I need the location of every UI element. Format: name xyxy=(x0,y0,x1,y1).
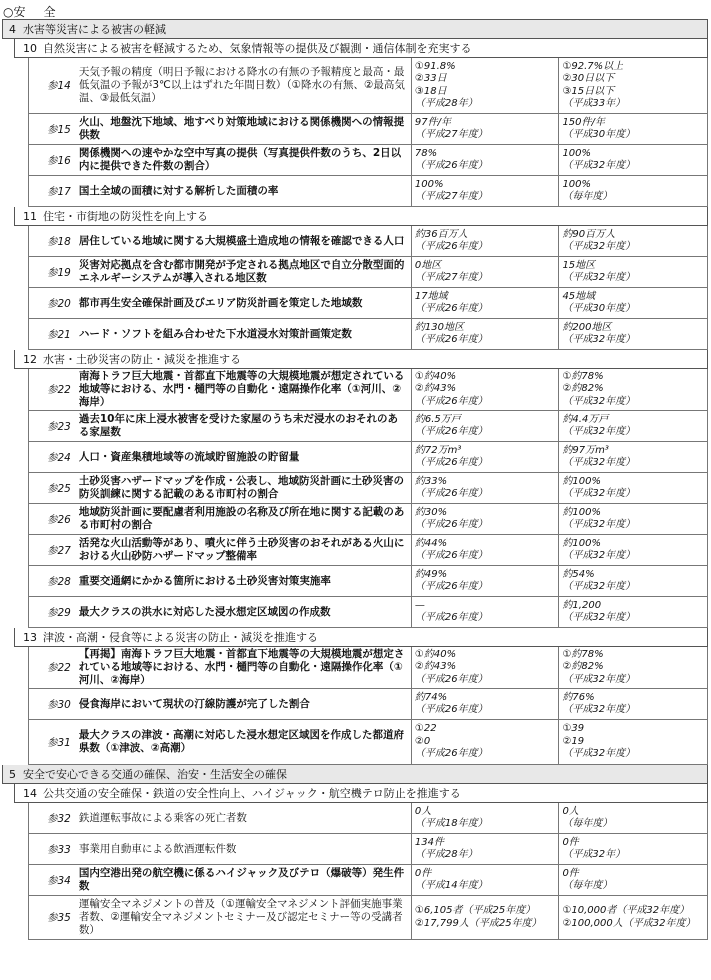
indicator-rows xyxy=(28,647,708,765)
current-value xyxy=(411,114,559,144)
current-value xyxy=(411,288,559,318)
target-value-line: 約100% xyxy=(562,506,602,518)
table-row xyxy=(28,411,708,442)
current-value xyxy=(411,257,559,287)
section-title: 安全で安心できる交通の確保、治安・生活安全の確保 xyxy=(23,768,287,781)
target-heading xyxy=(14,628,708,647)
indicator-description xyxy=(75,176,411,206)
current-value-line: ①22 xyxy=(414,723,437,735)
target-value xyxy=(558,58,707,113)
indicator-description xyxy=(75,566,411,596)
target-value-line: 100% xyxy=(562,147,592,159)
target-value xyxy=(558,288,707,318)
table-row xyxy=(28,58,708,114)
current-value-line: （平成26年度） xyxy=(414,395,488,407)
current-value-line: — xyxy=(414,599,425,611)
target-number: 13 xyxy=(23,631,37,644)
indicator-description-text: 重要交通網にかかる箇所における土砂災害対策実施率 xyxy=(78,574,331,587)
target-heading xyxy=(14,207,708,226)
target-value-line: 約97万m³ xyxy=(562,444,609,456)
target-value-line: 約1,200 xyxy=(562,599,602,611)
target-value-line: （平成32年度） xyxy=(562,272,636,283)
indicator-id: 参25 xyxy=(47,482,71,495)
indicator-id: 参34 xyxy=(47,874,71,887)
indicator-description-text: 都市再生安全確保計画及びエリア防災計画を策定した地域数 xyxy=(78,296,363,309)
target-value-line: ②19 xyxy=(562,735,585,747)
target-value xyxy=(558,689,707,719)
target-value xyxy=(558,114,707,144)
current-value-line: 約49% xyxy=(414,568,448,580)
indicator-description-text: 国土全域の面積に対する解析した面積の率 xyxy=(78,184,279,197)
current-value-line: ①約40% xyxy=(414,648,457,660)
current-value xyxy=(411,597,559,627)
current-value-line: （平成28年） xyxy=(414,98,478,109)
indicator-description xyxy=(75,319,411,349)
target-value-line: 約76% xyxy=(562,691,595,703)
indicator-description-text: 過去10年に床上浸水被害を受けた家屋のうち未だ浸水のおそれのある家屋数 xyxy=(78,413,398,438)
table-row xyxy=(28,597,708,628)
current-value-line: 約72万m³ xyxy=(414,444,462,456)
current-value xyxy=(411,58,559,113)
target-value-line: 約200地区 xyxy=(562,321,612,333)
target-value-line: （毎年度） xyxy=(562,191,613,202)
indicator-rows xyxy=(28,58,708,207)
indicator-id: 参15 xyxy=(47,123,71,136)
current-value-line: （平成26年度） xyxy=(414,303,488,314)
current-value-line: 約44% xyxy=(414,537,448,549)
current-value-line: 0人 xyxy=(414,805,432,817)
target-value-line: （平成32年度） xyxy=(562,426,636,437)
current-value xyxy=(411,411,559,441)
target-number: 10 xyxy=(23,42,37,55)
target-value-line: （平成30年度） xyxy=(562,129,636,140)
current-value-line: （平成26年度） xyxy=(414,488,488,499)
indicator-description-text: 侵食海岸において現状の汀線防護が完了した割合 xyxy=(78,697,310,710)
indicator-rows xyxy=(28,369,708,628)
target-value xyxy=(558,473,707,503)
current-value-line: （平成14年度） xyxy=(414,880,488,891)
indicator-description xyxy=(75,720,411,764)
target-value-line: 100% xyxy=(562,178,592,190)
target-value-line: ②約82% xyxy=(562,383,604,395)
table-row xyxy=(28,720,708,765)
current-value-line: ②0 xyxy=(414,735,431,747)
indicator-id: 参30 xyxy=(47,698,71,711)
current-value-line: （平成27年度） xyxy=(414,129,488,140)
indicator-description-text: 火山、地盤沈下地域、地すべり対策地域における関係機関への情報提供数 xyxy=(78,116,405,141)
current-value-line: （平成28年） xyxy=(414,849,478,860)
indicator-id: 参32 xyxy=(47,812,71,825)
target-value xyxy=(558,176,707,206)
indicator-description xyxy=(75,834,411,864)
current-value xyxy=(411,720,559,764)
target-value xyxy=(558,566,707,596)
target-value-line: 150件/年 xyxy=(562,116,605,128)
current-value-line: 134件 xyxy=(414,836,444,848)
current-value-line: 17地域 xyxy=(414,290,448,302)
table-row xyxy=(28,535,708,566)
table-row xyxy=(28,647,708,689)
target-heading xyxy=(14,784,708,803)
indicator-description xyxy=(75,689,411,719)
target-value-line: ①約78% xyxy=(562,648,604,660)
indicator-id: 参35 xyxy=(47,912,71,924)
target-value-line: ③15日以下 xyxy=(562,85,615,97)
target-title: 住宅・市街地の防災性を向上する xyxy=(43,210,208,223)
target-value-line: （平成32年度） xyxy=(562,334,636,345)
indicator-description xyxy=(75,647,411,688)
current-value-line: 約130地区 xyxy=(414,321,464,333)
current-value-line: （平成26年度） xyxy=(414,160,488,171)
indicator-id: 参21 xyxy=(47,328,71,341)
target-value xyxy=(558,720,707,764)
current-value-line: ②33日 xyxy=(414,73,447,84)
indicator-description-text: 活発な火山活動等があり、噴火に伴う土砂災害のおそれがある火山における火山砂防ハザードマップ整備率 xyxy=(78,537,405,562)
indicator-id: 参16 xyxy=(47,154,71,167)
indicator-description-text: 最大クラスの洪水に対応した浸水想定区域図の作成数 xyxy=(78,605,331,618)
table-row xyxy=(28,803,708,834)
target-value-line: ①39 xyxy=(562,723,585,735)
target-title: 津波・高潮・侵食等による災害の防止・減災を推進する xyxy=(43,631,318,644)
current-value-line: 97件/年 xyxy=(414,116,451,128)
current-value-line: （平成26年度） xyxy=(414,241,488,252)
indicator-description-text: 土砂災害ハザードマップを作成・公表し、地域防災計画に土砂災害の防災訓練に関する記載のある市町村の割合 xyxy=(78,475,404,500)
indicator-id: 参23 xyxy=(47,420,71,433)
target-value-line: 0人 xyxy=(562,805,579,817)
target-value-line: （平成32年度） xyxy=(562,550,636,561)
target-value-line: ②30日以下 xyxy=(562,73,615,84)
target-number: 14 xyxy=(23,787,37,800)
target-value-line: （平成32年度） xyxy=(562,612,636,623)
header-mark: ○安 xyxy=(3,5,26,19)
current-value-line: （平成26年度） xyxy=(414,457,488,468)
indicator-id: 参22 xyxy=(47,662,71,674)
section-number: 4 xyxy=(9,23,16,36)
current-value xyxy=(411,647,559,688)
target-value xyxy=(558,226,707,256)
table-row xyxy=(28,566,708,597)
current-value-line: （平成26年度） xyxy=(414,426,488,437)
indicator-description-text: 鉄道運転事故による乗客の死亡者数 xyxy=(78,811,247,824)
indicator-description xyxy=(75,114,411,144)
target-value-line: （平成32年度） xyxy=(562,395,636,407)
indicator-description-text: 【再掲】南海トラフ巨大地震・首都直下地震等の大規模地震が想定されている地域等における、水門・樋門等の自動化・遠隔操作化率（①河川、②海岸） xyxy=(78,648,405,686)
current-value-line: ③18日 xyxy=(414,85,447,97)
current-value-line: ②17,799人（平成25年度） xyxy=(414,917,542,929)
current-value-line: （平成26年度） xyxy=(414,612,488,623)
table-row xyxy=(28,896,708,940)
indicator-description xyxy=(75,865,411,895)
indicator-description-text: 運輸安全マネジメントの普及（①運輸安全マネジメント評価実施事業者数、②運輸安全マネジメントセミナー及び認定セミナー等の受講者数） xyxy=(78,898,403,936)
indicator-description-text: 国内空港出発の航空機に係るハイジャック及びテロ（爆破等）発生件数 xyxy=(78,867,405,892)
target-value-line: （平成32年度） xyxy=(562,748,636,760)
current-value xyxy=(411,566,559,596)
current-value xyxy=(411,834,559,864)
current-value-line: （平成26年度） xyxy=(414,581,488,592)
target-value-line: （平成32年度） xyxy=(562,581,636,592)
current-value xyxy=(411,319,559,349)
target-value-line: （平成32年度） xyxy=(562,241,636,252)
indicator-description xyxy=(75,597,411,627)
indicator-description xyxy=(75,535,411,565)
target-value-line: 約54% xyxy=(562,568,595,580)
target-value-line: （平成32年） xyxy=(562,849,626,860)
current-value-line: （平成18年度） xyxy=(414,818,488,829)
table-row xyxy=(28,145,708,176)
target-title: 自然災害による被害を軽減するため、気象情報等の提供及び観測・通信体制を充実する xyxy=(43,42,472,55)
current-value-line: （平成27年度） xyxy=(414,272,488,283)
target-value-line: （平成32年度） xyxy=(562,457,636,468)
indicator-id: 参19 xyxy=(47,266,71,279)
indicator-description xyxy=(75,226,411,256)
indicator-description xyxy=(75,369,411,410)
indicator-description xyxy=(75,504,411,534)
current-value-line: 約6.5万戸 xyxy=(414,413,461,425)
target-value-line: 約4.4万戸 xyxy=(562,413,609,425)
table-row xyxy=(28,865,708,896)
current-value xyxy=(411,865,559,895)
target-value xyxy=(558,896,707,939)
current-value-line: （平成26年度） xyxy=(414,550,488,561)
target-value-line: ①92.7%以上 xyxy=(562,60,624,72)
current-value-line: ②約43% xyxy=(414,383,457,395)
current-value-line: ①91.8% xyxy=(414,60,456,72)
current-value-line: （平成27年度） xyxy=(414,191,488,202)
section-heading xyxy=(2,765,708,784)
current-value-line: 100% xyxy=(414,178,444,190)
target-value-line: 45地域 xyxy=(562,290,596,302)
table-row xyxy=(28,226,708,257)
current-value xyxy=(411,226,559,256)
indicator-description xyxy=(75,411,411,441)
target-value-line: （平成32年度） xyxy=(562,488,636,499)
target-value xyxy=(558,647,707,688)
current-value-line: ①6,105者（平成25年度） xyxy=(414,905,536,916)
current-value xyxy=(411,369,559,410)
indicator-description xyxy=(75,803,411,833)
target-value-line: ①約78% xyxy=(562,370,604,382)
section-title: 水害等災害による被害の軽減 xyxy=(23,23,166,36)
table-row xyxy=(28,288,708,319)
current-value-line: 0件 xyxy=(414,867,432,879)
indicator-description-text: 災害対応拠点を含む都市開発が予定される拠点地区で自立分散型面的エネルギーシステムが導入される地区数 xyxy=(78,259,405,284)
indicator-id: 参31 xyxy=(47,736,71,749)
target-value xyxy=(558,803,707,833)
target-number: 11 xyxy=(23,210,37,223)
target-value-line: 約100% xyxy=(562,537,602,549)
current-value-line: （平成26年度） xyxy=(414,519,488,530)
indicator-description-text: 地域防災計画に要配慮者利用施設の名称及び所在地に関する記載のある市町村の割合 xyxy=(78,506,405,531)
target-value xyxy=(558,145,707,175)
indicator-description-text: 関係機関への速やかな空中写真の提供（写真提供件数のうち、2日以内に提供できた件数の割合） xyxy=(78,147,402,172)
target-value-line: ②約82% xyxy=(562,661,604,673)
indicator-rows xyxy=(28,226,708,350)
indicator-id: 参33 xyxy=(47,843,71,856)
indicator-description xyxy=(75,288,411,318)
current-value-line: （平成26年度） xyxy=(414,334,488,345)
current-value-line: 約36百万人 xyxy=(414,228,468,240)
target-value-line: （平成32年度） xyxy=(562,519,636,530)
current-value xyxy=(411,176,559,206)
target-value xyxy=(558,369,707,410)
indicator-id: 参24 xyxy=(47,451,71,464)
table-row xyxy=(28,473,708,504)
table-row xyxy=(28,176,708,207)
current-value-line: 約33% xyxy=(414,475,448,487)
indicator-id: 参29 xyxy=(47,606,71,619)
current-value-line: 約30% xyxy=(414,506,448,518)
current-value xyxy=(411,442,559,472)
target-heading xyxy=(14,39,708,58)
target-value-line: （平成32年度） xyxy=(562,704,636,715)
table-row xyxy=(28,369,708,411)
target-value-line: ②100,000人（平成32年度） xyxy=(562,917,696,929)
target-value-line: ①10,000者（平成32年度） xyxy=(562,905,690,916)
current-value xyxy=(411,689,559,719)
indicator-description-text: 最大クラスの津波・高潮に対応した浸水想定区域図を作成した都道府県数（①津波、②高潮） xyxy=(78,729,405,754)
target-number: 12 xyxy=(23,353,37,366)
indicator-id: 参28 xyxy=(47,575,71,588)
current-value xyxy=(411,535,559,565)
header-title: 全 xyxy=(43,5,56,19)
indicator-id: 参14 xyxy=(47,80,71,92)
indicator-description-text: 事業用自動車による飲酒運転件数 xyxy=(78,842,237,855)
target-title: 水害・土砂災害の防止・減災を推進する xyxy=(43,353,241,366)
target-value xyxy=(558,442,707,472)
indicator-id: 参20 xyxy=(47,297,71,310)
section-number: 5 xyxy=(9,768,16,781)
indicator-id: 参22 xyxy=(47,384,71,396)
indicator-description xyxy=(75,257,411,287)
indicator-table xyxy=(2,19,708,940)
indicator-id: 参17 xyxy=(47,185,71,198)
target-value xyxy=(558,319,707,349)
current-value-line: 約74% xyxy=(414,691,448,703)
target-value-line: （平成30年度） xyxy=(562,303,636,314)
table-row xyxy=(28,834,708,865)
indicator-id: 参18 xyxy=(47,235,71,248)
indicator-id: 参27 xyxy=(47,544,71,557)
indicator-description-text: 居住している地域に関する大規模盛土造成地の情報を確認できる人口 xyxy=(78,234,405,247)
current-value-line: （平成26年度） xyxy=(414,673,488,685)
target-value xyxy=(558,535,707,565)
current-value xyxy=(411,803,559,833)
section-heading xyxy=(2,20,708,39)
target-value-line: 0件 xyxy=(562,867,579,879)
table-row xyxy=(28,257,708,288)
current-value-line: 0地区 xyxy=(414,259,442,271)
indicator-description xyxy=(75,58,411,113)
current-value xyxy=(411,145,559,175)
current-value xyxy=(411,504,559,534)
target-title: 公共交通の安全確保・鉄道の安全性向上、ハイジャック・航空機テロ防止を推進する xyxy=(43,787,461,800)
table-row xyxy=(28,504,708,535)
indicator-description xyxy=(75,473,411,503)
target-value xyxy=(558,834,707,864)
current-value-line: ①約40% xyxy=(414,370,457,382)
indicator-description-text: 人口・資産集積地域等の流域貯留施設の貯留量 xyxy=(78,450,300,463)
current-value-line: （平成26年度） xyxy=(414,748,488,760)
target-value-line: 約100% xyxy=(562,475,602,487)
target-value xyxy=(558,257,707,287)
table-row xyxy=(28,689,708,720)
target-value-line: （平成33年） xyxy=(562,98,626,109)
current-value-line: ②約43% xyxy=(414,661,457,673)
target-value-line: （毎年度） xyxy=(562,818,613,829)
target-value xyxy=(558,411,707,441)
indicator-description xyxy=(75,896,411,939)
target-value-line: 約90百万人 xyxy=(562,228,616,240)
target-heading xyxy=(14,350,708,369)
indicator-description xyxy=(75,145,411,175)
indicator-rows xyxy=(28,803,708,940)
target-value xyxy=(558,504,707,534)
target-value-line: 0件 xyxy=(562,836,579,848)
indicator-description xyxy=(75,442,411,472)
table-row xyxy=(28,114,708,145)
target-value-line: 15地区 xyxy=(562,259,596,271)
indicator-description-text: ハード・ソフトを組み合わせた下水道浸水対策計画策定数 xyxy=(78,327,352,340)
target-value-line: （平成32年度） xyxy=(562,160,636,171)
indicator-id: 参26 xyxy=(47,513,71,526)
table-row xyxy=(28,319,708,350)
document-header xyxy=(3,3,74,20)
table-row xyxy=(28,442,708,473)
target-value xyxy=(558,597,707,627)
indicator-description-text: 南海トラフ巨大地震・首都直下地震等の大規模地震が想定されている地域等における、水門・樋門等の自動化・遠隔操作化率（①河川、②海岸） xyxy=(78,370,405,408)
current-value-line: （平成26年度） xyxy=(414,704,488,715)
current-value xyxy=(411,896,559,939)
current-value-line: 78% xyxy=(414,147,438,159)
target-value-line: （平成32年度） xyxy=(562,673,636,685)
indicator-description-text: 天気予報の精度（明日予報における降水の有無の予報精度と最高・最低気温の予報が3℃以上はずれた年間日数）（①降水の有無、②最高気温、③最低気温） xyxy=(78,66,405,104)
target-value-line: （毎年度） xyxy=(562,880,613,891)
target-value xyxy=(558,865,707,895)
current-value xyxy=(411,473,559,503)
